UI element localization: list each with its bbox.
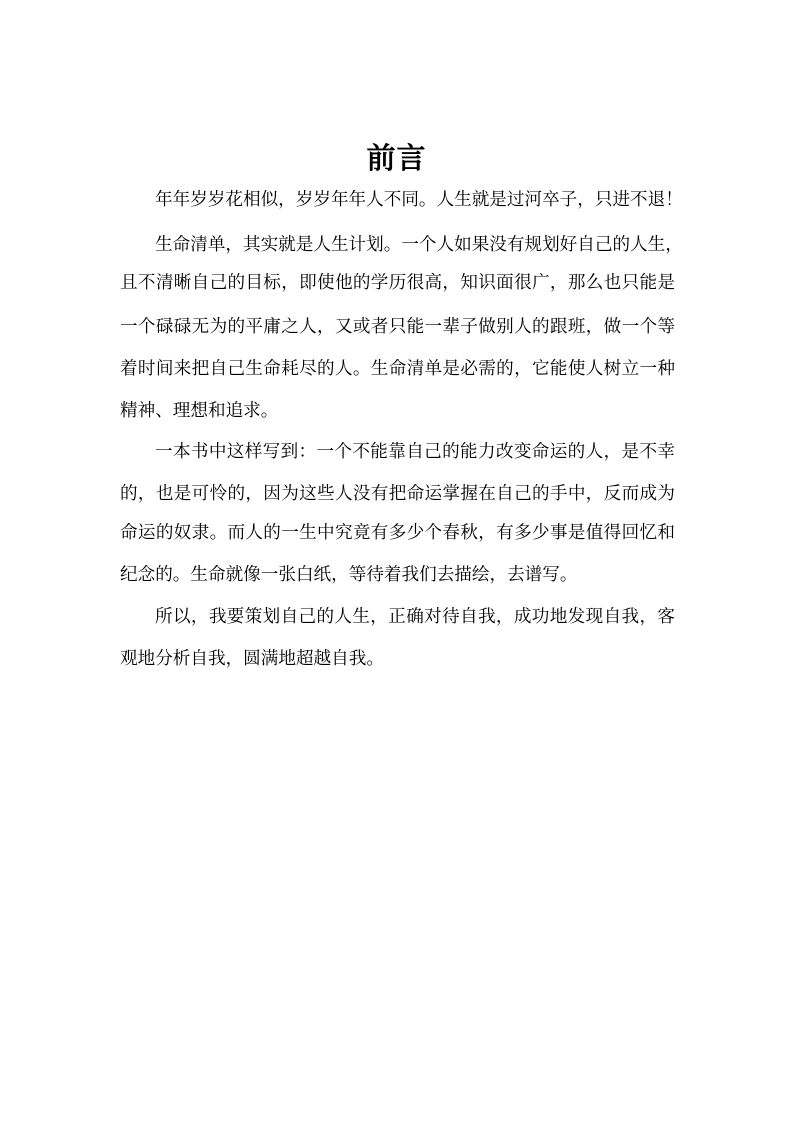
- paragraph-line: 年年岁岁花相似，岁岁年年人不同。人生就是过河卒子，只进不退！: [155, 190, 683, 210]
- paragraph-line: 且不清晰自己的目标，即使他的学历很高，知识面很广，那么也只能是: [120, 273, 675, 293]
- paragraph-line: 着时间来把自己生命耗尽的人。生命清单是必需的，它能使人树立一种: [120, 359, 675, 379]
- paragraph-line: 纪念的。生命就像一张白纸，等待着我们去描绘，去谱写。: [120, 565, 578, 585]
- page-title: 前言: [366, 141, 427, 175]
- paragraph-line: 观地分析自我，圆满地超越自我。: [120, 649, 384, 669]
- paragraph-line: 所以，我要策划自己的人生，正确对待自我，成功地发现自我，客: [155, 607, 675, 627]
- paragraph-line: 一本书中这样写到：一个不能靠自己的能力改变命运的人，是不幸: [155, 442, 675, 462]
- paragraph-line: 一个碌碌无为的平庸之人，又或者只能一辈子做别人的跟班，做一个等: [120, 317, 675, 337]
- paragraph-line: 命运的奴隶。而人的一生中究竟有多少个春秋，有多少事是值得回忆和: [120, 523, 675, 543]
- paragraph-line: 生命清单，其实就是人生计划。一个人如果没有规划好自己的人生，: [155, 235, 683, 255]
- paragraph-line: 的，也是可怜的，因为这些人没有把命运掌握在自己的手中，反而成为: [120, 484, 675, 504]
- paragraph-line: 精神、理想和追求。: [120, 401, 279, 421]
